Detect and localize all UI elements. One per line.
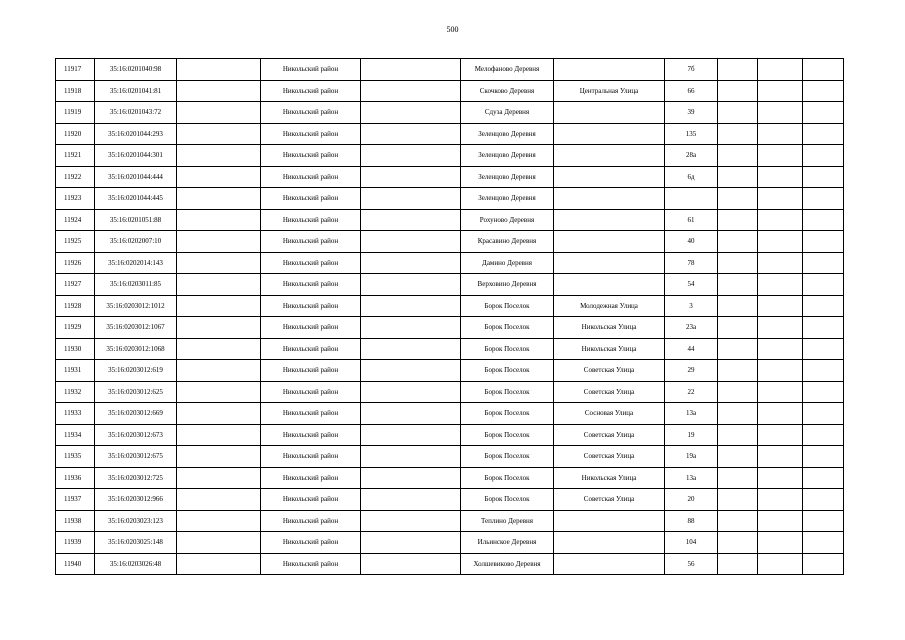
cadastral-number-cell: 35:16:0201044:293 bbox=[95, 123, 177, 145]
locality-cell: Холшевиково Деревня bbox=[461, 553, 554, 575]
house-number-cell: 19 bbox=[665, 424, 718, 446]
locality-cell: Красавино Деревня bbox=[461, 231, 554, 253]
empty-cell bbox=[177, 532, 261, 554]
empty-cell bbox=[361, 424, 461, 446]
house-number-cell: 28а bbox=[665, 145, 718, 167]
empty-cell bbox=[758, 381, 803, 403]
empty-cell bbox=[718, 532, 758, 554]
empty-cell bbox=[718, 252, 758, 274]
empty-cell bbox=[803, 424, 844, 446]
house-number-cell: 61 bbox=[665, 209, 718, 231]
empty-cell bbox=[361, 553, 461, 575]
locality-cell: Теплино Деревня bbox=[461, 510, 554, 532]
street-cell: Никольская Улица bbox=[554, 338, 665, 360]
empty-cell bbox=[361, 102, 461, 124]
record-number-cell: 11934 bbox=[56, 424, 95, 446]
cadastral-number-cell: 35:16:0201044:444 bbox=[95, 166, 177, 188]
empty-cell bbox=[718, 510, 758, 532]
empty-cell bbox=[758, 209, 803, 231]
cadastral-number-cell: 35:16:0203011:85 bbox=[95, 274, 177, 296]
empty-cell bbox=[758, 145, 803, 167]
empty-cell bbox=[803, 80, 844, 102]
cadastral-number-cell: 35:16:0203012:675 bbox=[95, 446, 177, 468]
street-cell bbox=[554, 209, 665, 231]
empty-cell bbox=[758, 188, 803, 210]
cadastral-number-cell: 35:16:0203023:123 bbox=[95, 510, 177, 532]
empty-cell bbox=[177, 446, 261, 468]
district-cell: Никольский район bbox=[261, 274, 361, 296]
table-row bbox=[56, 231, 844, 253]
empty-cell bbox=[758, 446, 803, 468]
house-number-cell: 40 bbox=[665, 231, 718, 253]
record-number-cell: 11917 bbox=[56, 59, 95, 81]
table-row bbox=[56, 360, 844, 382]
cadastral-number-cell: 35:16:0203026:48 bbox=[95, 553, 177, 575]
street-cell bbox=[554, 252, 665, 274]
street-cell: Молодежная Улица bbox=[554, 295, 665, 317]
district-cell: Никольский район bbox=[261, 446, 361, 468]
empty-cell bbox=[177, 80, 261, 102]
empty-cell bbox=[758, 489, 803, 511]
district-cell: Никольский район bbox=[261, 188, 361, 210]
record-number-cell: 11918 bbox=[56, 80, 95, 102]
record-number-cell: 11935 bbox=[56, 446, 95, 468]
house-number-cell: 3 bbox=[665, 295, 718, 317]
record-number-cell: 11940 bbox=[56, 553, 95, 575]
empty-cell bbox=[803, 360, 844, 382]
empty-cell bbox=[718, 403, 758, 425]
locality-cell: Борок Поселок bbox=[461, 317, 554, 339]
empty-cell bbox=[361, 489, 461, 511]
cadastral-number-cell: 35:16:0203012:1068 bbox=[95, 338, 177, 360]
cadastral-number-cell: 35:16:0203025:148 bbox=[95, 532, 177, 554]
cadastral-number-cell: 35:16:0201044:445 bbox=[95, 188, 177, 210]
empty-cell bbox=[803, 252, 844, 274]
house-number-cell: 44 bbox=[665, 338, 718, 360]
empty-cell bbox=[758, 59, 803, 81]
district-cell: Никольский район bbox=[261, 403, 361, 425]
cadastral-number-cell: 35:16:0202014:143 bbox=[95, 252, 177, 274]
house-number-cell: 88 bbox=[665, 510, 718, 532]
empty-cell bbox=[718, 59, 758, 81]
street-cell: Советская Улица bbox=[554, 381, 665, 403]
cadastral-number-cell: 35:16:0203012:725 bbox=[95, 467, 177, 489]
empty-cell bbox=[718, 467, 758, 489]
street-cell bbox=[554, 532, 665, 554]
empty-cell bbox=[803, 489, 844, 511]
cadastral-number-cell: 35:16:0201043:72 bbox=[95, 102, 177, 124]
district-cell: Никольский район bbox=[261, 123, 361, 145]
street-cell bbox=[554, 59, 665, 81]
record-number-cell: 11933 bbox=[56, 403, 95, 425]
empty-cell bbox=[361, 467, 461, 489]
empty-cell bbox=[361, 274, 461, 296]
empty-cell bbox=[803, 446, 844, 468]
empty-cell bbox=[803, 317, 844, 339]
house-number-cell: 23а bbox=[665, 317, 718, 339]
street-cell: Никольская Улица bbox=[554, 317, 665, 339]
street-cell bbox=[554, 166, 665, 188]
empty-cell bbox=[177, 403, 261, 425]
district-cell: Никольский район bbox=[261, 166, 361, 188]
empty-cell bbox=[718, 553, 758, 575]
empty-cell bbox=[803, 295, 844, 317]
street-cell bbox=[554, 123, 665, 145]
empty-cell bbox=[803, 274, 844, 296]
cadastral-number-cell: 35:16:0202007:10 bbox=[95, 231, 177, 253]
district-cell: Никольский район bbox=[261, 424, 361, 446]
district-cell: Никольский район bbox=[261, 489, 361, 511]
empty-cell bbox=[803, 231, 844, 253]
cadastral-number-cell: 35:16:0201051:88 bbox=[95, 209, 177, 231]
record-number-cell: 11921 bbox=[56, 145, 95, 167]
registry-table bbox=[55, 58, 844, 575]
table-row bbox=[56, 381, 844, 403]
record-number-cell: 11923 bbox=[56, 188, 95, 210]
empty-cell bbox=[718, 295, 758, 317]
district-cell: Никольский район bbox=[261, 102, 361, 124]
empty-cell bbox=[803, 510, 844, 532]
table-row bbox=[56, 123, 844, 145]
table-row bbox=[56, 252, 844, 274]
cadastral-number-cell: 35:16:0203012:669 bbox=[95, 403, 177, 425]
record-number-cell: 11932 bbox=[56, 381, 95, 403]
empty-cell bbox=[177, 295, 261, 317]
empty-cell bbox=[718, 446, 758, 468]
street-cell: Центральная Улица bbox=[554, 80, 665, 102]
cadastral-number-cell: 35:16:0203012:1012 bbox=[95, 295, 177, 317]
cadastral-number-cell: 35:16:0203012:966 bbox=[95, 489, 177, 511]
empty-cell bbox=[758, 295, 803, 317]
record-number-cell: 11931 bbox=[56, 360, 95, 382]
empty-cell bbox=[177, 424, 261, 446]
page-number: 500 bbox=[446, 25, 459, 34]
table-row bbox=[56, 553, 844, 575]
empty-cell bbox=[361, 317, 461, 339]
empty-cell bbox=[361, 231, 461, 253]
street-cell bbox=[554, 553, 665, 575]
empty-cell bbox=[803, 188, 844, 210]
empty-cell bbox=[177, 252, 261, 274]
locality-cell: Борок Поселок bbox=[461, 360, 554, 382]
street-cell bbox=[554, 510, 665, 532]
house-number-cell: 135 bbox=[665, 123, 718, 145]
record-number-cell: 11939 bbox=[56, 532, 95, 554]
locality-cell: Мелофаново Деревня bbox=[461, 59, 554, 81]
district-cell: Никольский район bbox=[261, 295, 361, 317]
registry-body bbox=[56, 59, 844, 575]
locality-cell: Зеленцово Деревня bbox=[461, 188, 554, 210]
house-number-cell: 13а bbox=[665, 403, 718, 425]
empty-cell bbox=[177, 123, 261, 145]
house-number-cell: 66 bbox=[665, 80, 718, 102]
house-number-cell: 54 bbox=[665, 274, 718, 296]
locality-cell: Борок Поселок bbox=[461, 381, 554, 403]
table-row bbox=[56, 209, 844, 231]
district-cell: Никольский район bbox=[261, 145, 361, 167]
house-number-cell: 7б bbox=[665, 59, 718, 81]
empty-cell bbox=[177, 102, 261, 124]
record-number-cell: 11937 bbox=[56, 489, 95, 511]
empty-cell bbox=[758, 123, 803, 145]
empty-cell bbox=[361, 532, 461, 554]
street-cell bbox=[554, 102, 665, 124]
table-row bbox=[56, 145, 844, 167]
street-cell bbox=[554, 145, 665, 167]
empty-cell bbox=[758, 102, 803, 124]
locality-cell: Борок Поселок bbox=[461, 295, 554, 317]
record-number-cell: 11938 bbox=[56, 510, 95, 532]
locality-cell: Борок Поселок bbox=[461, 403, 554, 425]
district-cell: Никольский район bbox=[261, 532, 361, 554]
empty-cell bbox=[718, 274, 758, 296]
locality-cell: Борок Поселок bbox=[461, 424, 554, 446]
street-cell: Советская Улица bbox=[554, 489, 665, 511]
empty-cell bbox=[803, 553, 844, 575]
empty-cell bbox=[803, 381, 844, 403]
district-cell: Никольский район bbox=[261, 80, 361, 102]
locality-cell: Ильинское Деревня bbox=[461, 532, 554, 554]
record-number-cell: 11936 bbox=[56, 467, 95, 489]
district-cell: Никольский район bbox=[261, 510, 361, 532]
empty-cell bbox=[803, 403, 844, 425]
empty-cell bbox=[758, 317, 803, 339]
empty-cell bbox=[718, 188, 758, 210]
empty-cell bbox=[177, 231, 261, 253]
locality-cell: Верховино Деревня bbox=[461, 274, 554, 296]
cadastral-number-cell: 35:16:0201044:301 bbox=[95, 145, 177, 167]
empty-cell bbox=[803, 338, 844, 360]
empty-cell bbox=[758, 467, 803, 489]
empty-cell bbox=[361, 381, 461, 403]
empty-cell bbox=[758, 166, 803, 188]
table-row bbox=[56, 338, 844, 360]
empty-cell bbox=[803, 532, 844, 554]
house-number-cell: 78 bbox=[665, 252, 718, 274]
empty-cell bbox=[718, 424, 758, 446]
empty-cell bbox=[177, 489, 261, 511]
district-cell: Никольский район bbox=[261, 252, 361, 274]
empty-cell bbox=[361, 145, 461, 167]
street-cell: Советская Улица bbox=[554, 360, 665, 382]
empty-cell bbox=[718, 123, 758, 145]
street-cell: Сосновая Улица bbox=[554, 403, 665, 425]
street-cell bbox=[554, 231, 665, 253]
empty-cell bbox=[361, 188, 461, 210]
empty-cell bbox=[177, 188, 261, 210]
district-cell: Никольский район bbox=[261, 553, 361, 575]
house-number-cell: 29 bbox=[665, 360, 718, 382]
empty-cell bbox=[718, 80, 758, 102]
empty-cell bbox=[718, 489, 758, 511]
district-cell: Никольский район bbox=[261, 59, 361, 81]
empty-cell bbox=[803, 209, 844, 231]
table-row bbox=[56, 188, 844, 210]
empty-cell bbox=[361, 59, 461, 81]
cadastral-number-cell: 35:16:0203012:1067 bbox=[95, 317, 177, 339]
empty-cell bbox=[758, 403, 803, 425]
empty-cell bbox=[803, 166, 844, 188]
house-number-cell: 20 bbox=[665, 489, 718, 511]
street-cell: Советская Улица bbox=[554, 424, 665, 446]
locality-cell: Дамино Деревня bbox=[461, 252, 554, 274]
empty-cell bbox=[758, 553, 803, 575]
house-number-cell bbox=[665, 188, 718, 210]
table-row bbox=[56, 80, 844, 102]
empty-cell bbox=[177, 338, 261, 360]
empty-cell bbox=[361, 295, 461, 317]
record-number-cell: 11925 bbox=[56, 231, 95, 253]
table-row bbox=[56, 510, 844, 532]
record-number-cell: 11926 bbox=[56, 252, 95, 274]
empty-cell bbox=[177, 553, 261, 575]
record-number-cell: 11919 bbox=[56, 102, 95, 124]
table-row bbox=[56, 317, 844, 339]
empty-cell bbox=[758, 424, 803, 446]
empty-cell bbox=[758, 252, 803, 274]
empty-cell bbox=[758, 532, 803, 554]
empty-cell bbox=[177, 209, 261, 231]
empty-cell bbox=[758, 360, 803, 382]
locality-cell: Борок Поселок bbox=[461, 446, 554, 468]
empty-cell bbox=[758, 274, 803, 296]
empty-cell bbox=[361, 403, 461, 425]
table-row bbox=[56, 166, 844, 188]
empty-cell bbox=[718, 145, 758, 167]
locality-cell: Сдуза Деревня bbox=[461, 102, 554, 124]
empty-cell bbox=[718, 381, 758, 403]
house-number-cell: 104 bbox=[665, 532, 718, 554]
table-row bbox=[56, 489, 844, 511]
table-row bbox=[56, 467, 844, 489]
empty-cell bbox=[803, 102, 844, 124]
street-cell bbox=[554, 274, 665, 296]
empty-cell bbox=[361, 338, 461, 360]
empty-cell bbox=[177, 145, 261, 167]
street-cell: Советская Улица bbox=[554, 446, 665, 468]
cadastral-number-cell: 35:16:0201041:81 bbox=[95, 80, 177, 102]
locality-cell: Борок Поселок bbox=[461, 338, 554, 360]
district-cell: Никольский район bbox=[261, 338, 361, 360]
empty-cell bbox=[177, 166, 261, 188]
empty-cell bbox=[758, 231, 803, 253]
district-cell: Никольский район bbox=[261, 231, 361, 253]
locality-cell: Рохуново Деревня bbox=[461, 209, 554, 231]
district-cell: Никольский район bbox=[261, 317, 361, 339]
record-number-cell: 11924 bbox=[56, 209, 95, 231]
empty-cell bbox=[177, 360, 261, 382]
district-cell: Никольский район bbox=[261, 467, 361, 489]
district-cell: Никольский район bbox=[261, 360, 361, 382]
empty-cell bbox=[758, 510, 803, 532]
empty-cell bbox=[718, 231, 758, 253]
empty-cell bbox=[718, 360, 758, 382]
empty-cell bbox=[718, 166, 758, 188]
empty-cell bbox=[361, 252, 461, 274]
empty-cell bbox=[177, 274, 261, 296]
district-cell: Никольский район bbox=[261, 209, 361, 231]
record-number-cell: 11929 bbox=[56, 317, 95, 339]
locality-cell: Зеленцово Деревня bbox=[461, 166, 554, 188]
record-number-cell: 11928 bbox=[56, 295, 95, 317]
cadastral-number-cell: 35:16:0203012:625 bbox=[95, 381, 177, 403]
empty-cell bbox=[718, 102, 758, 124]
empty-cell bbox=[758, 338, 803, 360]
table-row bbox=[56, 295, 844, 317]
locality-cell: Зеленцово Деревня bbox=[461, 123, 554, 145]
empty-cell bbox=[718, 338, 758, 360]
cadastral-number-cell: 35:16:0201040:98 bbox=[95, 59, 177, 81]
house-number-cell: 13а bbox=[665, 467, 718, 489]
empty-cell bbox=[361, 80, 461, 102]
locality-cell: Скочково Деревня bbox=[461, 80, 554, 102]
empty-cell bbox=[177, 467, 261, 489]
empty-cell bbox=[361, 123, 461, 145]
empty-cell bbox=[803, 123, 844, 145]
house-number-cell: 6д bbox=[665, 166, 718, 188]
table-row bbox=[56, 424, 844, 446]
cadastral-number-cell: 35:16:0203012:619 bbox=[95, 360, 177, 382]
house-number-cell: 56 bbox=[665, 553, 718, 575]
table-row bbox=[56, 446, 844, 468]
empty-cell bbox=[361, 166, 461, 188]
empty-cell bbox=[803, 145, 844, 167]
record-number-cell: 11927 bbox=[56, 274, 95, 296]
locality-cell: Борок Поселок bbox=[461, 489, 554, 511]
cadastral-number-cell: 35:16:0203012:673 bbox=[95, 424, 177, 446]
locality-cell: Зеленцово Деревня bbox=[461, 145, 554, 167]
record-number-cell: 11930 bbox=[56, 338, 95, 360]
house-number-cell: 19а bbox=[665, 446, 718, 468]
empty-cell bbox=[361, 209, 461, 231]
table-row bbox=[56, 532, 844, 554]
table-row bbox=[56, 403, 844, 425]
empty-cell bbox=[177, 510, 261, 532]
empty-cell bbox=[177, 59, 261, 81]
record-number-cell: 11920 bbox=[56, 123, 95, 145]
house-number-cell: 39 bbox=[665, 102, 718, 124]
street-cell bbox=[554, 188, 665, 210]
table-row bbox=[56, 102, 844, 124]
empty-cell bbox=[361, 510, 461, 532]
empty-cell bbox=[361, 446, 461, 468]
table-row bbox=[56, 274, 844, 296]
house-number-cell: 22 bbox=[665, 381, 718, 403]
empty-cell bbox=[758, 80, 803, 102]
locality-cell: Борок Поселок bbox=[461, 467, 554, 489]
empty-cell bbox=[803, 59, 844, 81]
empty-cell bbox=[177, 381, 261, 403]
street-cell: Никольская Улица bbox=[554, 467, 665, 489]
district-cell: Никольский район bbox=[261, 381, 361, 403]
empty-cell bbox=[718, 317, 758, 339]
empty-cell bbox=[177, 317, 261, 339]
table-row bbox=[56, 59, 844, 81]
empty-cell bbox=[361, 360, 461, 382]
empty-cell bbox=[803, 467, 844, 489]
record-number-cell: 11922 bbox=[56, 166, 95, 188]
empty-cell bbox=[718, 209, 758, 231]
